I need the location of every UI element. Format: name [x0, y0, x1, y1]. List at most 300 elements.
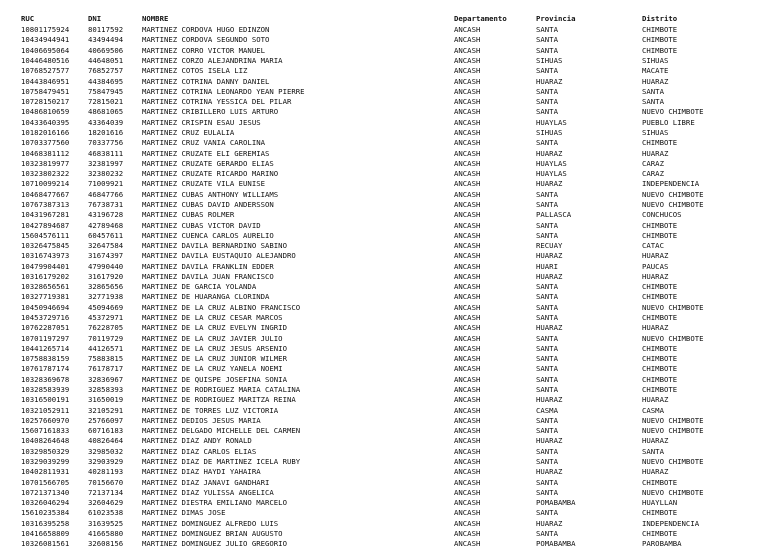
cell-departamento: ANCASH	[454, 138, 481, 148]
cell-dni: 31674397	[88, 251, 124, 261]
cell-ruc: 10446480516	[21, 56, 70, 66]
table-row	[0, 56, 768, 66]
table-row	[0, 467, 768, 477]
cell-provincia: CASMA	[536, 405, 558, 415]
cell-ruc: 10326046294	[21, 498, 70, 508]
cell-departamento: ANCASH	[454, 241, 481, 251]
cell-nombre: MARTINEZ DE LA CRUZ JUNIOR WILMER	[142, 354, 287, 364]
table-row	[0, 159, 768, 169]
cell-nombre: MARTINEZ DE RODRIGUEZ MARITZA REINA	[142, 395, 296, 405]
header-dni: DNI	[88, 14, 102, 23]
table-row	[0, 241, 768, 251]
cell-departamento: ANCASH	[454, 282, 481, 292]
cell-ruc: 10767387313	[21, 199, 70, 209]
cell-ruc: 10328369678	[21, 374, 70, 384]
cell-distrito: NUEVO CHIMBOTE	[642, 426, 704, 436]
cell-nombre: MARTINEZ DAVILA FRANKLIN EDDER	[142, 261, 274, 271]
cell-distrito: CHIMBOTE	[642, 45, 678, 55]
cell-nombre: MARTINEZ CUBAS ROLMER	[142, 210, 235, 220]
cell-dni: 32985032	[88, 446, 124, 456]
cell-dni: 76738731	[88, 199, 124, 209]
cell-dni: 43494494	[88, 35, 124, 45]
cell-nombre: MARTINEZ DE LA CRUZ EVELYN INGRID	[142, 323, 287, 333]
cell-distrito: SANTA	[642, 446, 664, 456]
cell-dni: 70119729	[88, 333, 124, 343]
cell-departamento: ANCASH	[454, 158, 481, 168]
cell-distrito: CONCHUCOS	[642, 210, 682, 220]
cell-distrito: CHIMBOTE	[642, 292, 678, 302]
header-nombre: NOMBRE	[142, 14, 169, 23]
table-row	[0, 447, 768, 457]
cell-distrito: HUARAZ	[642, 271, 669, 281]
cell-provincia: SIHUAS	[536, 56, 563, 66]
cell-provincia: RECUAY	[536, 241, 563, 251]
cell-nombre: MARTINEZ DIAZ DE MARTINEZ ICELA RUBY	[142, 456, 301, 466]
table-row	[0, 97, 768, 107]
table-row	[0, 221, 768, 231]
cell-distrito: MACATE	[642, 66, 669, 76]
cell-nombre: MARTINEZ CUBAS VICTOR DAVID	[142, 220, 261, 230]
cell-nombre: MARTINEZ CUENCA CARLOS AURELIO	[142, 230, 274, 240]
table-row	[0, 200, 768, 210]
table-row	[0, 169, 768, 179]
cell-dni: 60716183	[88, 426, 124, 436]
cell-departamento: ANCASH	[454, 86, 481, 96]
cell-departamento: ANCASH	[454, 35, 481, 45]
cell-provincia: SANTA	[536, 220, 558, 230]
cell-nombre: MARTINEZ CORDOVA HUGO EDINZON	[142, 25, 270, 35]
cell-departamento: ANCASH	[454, 395, 481, 405]
cell-dni: 80117592	[88, 25, 124, 35]
cell-dni: 76852757	[88, 66, 124, 76]
cell-departamento: ANCASH	[454, 385, 481, 394]
cell-distrito: HUARAZ	[642, 251, 669, 261]
cell-provincia: HUAYLAS	[536, 169, 567, 179]
cell-dni: 75847945	[88, 86, 124, 96]
cell-ruc: 15604576111	[21, 230, 70, 240]
cell-ruc: 10316743973	[21, 251, 70, 261]
cell-departamento: ANCASH	[454, 261, 481, 271]
header-distrito: Distrito	[642, 14, 678, 23]
cell-distrito: HUAYLLAN	[642, 498, 678, 508]
table-row	[0, 529, 768, 539]
cell-nombre: MARTINEZ DAVILA JUAN FRANCISCO	[142, 271, 274, 281]
table-row	[0, 436, 768, 446]
cell-dni: 45094669	[88, 302, 124, 312]
cell-departamento: ANCASH	[454, 456, 481, 466]
cell-departamento: ANCASH	[454, 539, 481, 549]
cell-distrito: CHIMBOTE	[642, 508, 678, 518]
cell-distrito: INDEPENDENCIA	[642, 179, 700, 189]
cell-departamento: ANCASH	[454, 292, 481, 302]
cell-provincia: SANTA	[536, 107, 558, 117]
cell-ruc: 10257660970	[21, 415, 70, 425]
cell-departamento: ANCASH	[454, 415, 481, 425]
cell-departamento: ANCASH	[454, 343, 481, 353]
cell-distrito: CATAC	[642, 241, 664, 251]
header-ruc: RUC	[21, 14, 35, 23]
table-row	[0, 375, 768, 385]
cell-distrito: HUARAZ	[642, 323, 669, 333]
cell-distrito: CARAZ	[642, 169, 664, 179]
table-row	[0, 364, 768, 374]
cell-provincia: SANTA	[536, 343, 558, 353]
cell-departamento: ANCASH	[454, 467, 481, 477]
cell-distrito: CHIMBOTE	[642, 220, 678, 230]
table-row	[0, 313, 768, 323]
cell-departamento: ANCASH	[454, 45, 481, 55]
table-row	[0, 210, 768, 220]
cell-provincia: HUARAZ	[536, 395, 563, 405]
cell-distrito: CHIMBOTE	[642, 528, 678, 538]
cell-distrito: PAUCAS	[642, 261, 669, 271]
cell-distrito: PUEBLO LIBRE	[642, 117, 695, 127]
cell-departamento: ANCASH	[454, 354, 481, 364]
cell-distrito: SIHUAS	[642, 128, 669, 137]
cell-distrito: HUARAZ	[642, 76, 669, 86]
cell-departamento: ANCASH	[454, 487, 481, 497]
cell-nombre: MARTINEZ DIESTRA EMILIANO MARCELO	[142, 498, 287, 508]
cell-departamento: ANCASH	[454, 210, 481, 220]
cell-nombre: MARTINEZ DE QUISPE JOSEFINA SONIA	[142, 374, 287, 384]
cell-ruc: 10468477667	[21, 189, 70, 199]
cell-departamento: ANCASH	[454, 189, 481, 199]
cell-provincia: SANTA	[536, 333, 558, 343]
cell-dni: 31639525	[88, 518, 124, 528]
cell-ruc: 10182016166	[21, 128, 70, 137]
cell-nombre: MARTINEZ DOMINGUEZ BRIAN AUGUSTO	[142, 528, 283, 538]
cell-dni: 72815021	[88, 97, 124, 107]
cell-ruc: 10327719381	[21, 292, 70, 302]
cell-departamento: ANCASH	[454, 498, 481, 508]
cell-distrito: PAROBAMBA	[642, 539, 682, 549]
cell-distrito: CASMA	[642, 405, 664, 415]
cell-dni: 41665880	[88, 528, 124, 538]
cell-nombre: MARTINEZ DAVILA EUSTAQUIO ALEJANDRO	[142, 251, 296, 261]
cell-ruc: 10453729716	[21, 313, 70, 323]
cell-distrito: SANTA	[642, 86, 664, 96]
cell-provincia: HUARAZ	[536, 467, 563, 477]
cell-distrito: NUEVO CHIMBOTE	[642, 189, 704, 199]
table-header	[0, 14, 768, 24]
cell-distrito: CHIMBOTE	[642, 343, 678, 353]
cell-nombre: MARTINEZ CORZO ALEJANDRINA MARIA	[142, 56, 283, 66]
cell-departamento: ANCASH	[454, 220, 481, 230]
table-row	[0, 282, 768, 292]
cell-nombre: MARTINEZ CRUZATE VILA EUNISE	[142, 179, 266, 189]
cell-nombre: MARTINEZ CRUZATE RICARDO MARINO	[142, 169, 279, 179]
cell-dni: 47990440	[88, 261, 124, 271]
cell-distrito: SANTA	[642, 97, 664, 107]
cell-dni: 32608156	[88, 539, 124, 549]
cell-nombre: MARTINEZ CORDOVA SEGUNDO SOTO	[142, 35, 270, 45]
cell-nombre: MARTINEZ DIAZ HAYDI YAHAIRA	[142, 467, 261, 477]
cell-dni: 70156670	[88, 477, 124, 487]
cell-ruc: 10710099214	[21, 179, 70, 189]
cell-dni: 40826464	[88, 436, 124, 446]
cell-distrito: CHIMBOTE	[642, 138, 678, 148]
table-row	[0, 323, 768, 333]
cell-dni: 32858393	[88, 385, 124, 394]
cell-distrito: HUARAZ	[642, 148, 669, 158]
cell-provincia: HUARAZ	[536, 179, 563, 189]
cell-ruc: 10443846951	[21, 76, 70, 86]
cell-dni: 32604629	[88, 498, 124, 508]
cell-provincia: HUARAZ	[536, 518, 563, 528]
cell-departamento: ANCASH	[454, 374, 481, 384]
cell-ruc: 10468381112	[21, 148, 70, 158]
cell-nombre: MARTINEZ DELGADO MICHELLE DEL CARMEN	[142, 426, 301, 436]
cell-provincia: HUARAZ	[536, 251, 563, 261]
cell-distrito: CHIMBOTE	[642, 364, 678, 374]
cell-nombre: MARTINEZ CUBAS DAVID ANDERSSON	[142, 199, 274, 209]
cell-ruc: 10801175924	[21, 25, 70, 35]
cell-provincia: SANTA	[536, 426, 558, 436]
cell-ruc: 10427894687	[21, 220, 70, 230]
table-row	[0, 303, 768, 313]
cell-provincia: SANTA	[536, 385, 558, 394]
cell-ruc: 10329850329	[21, 446, 70, 456]
cell-ruc: 15610235384	[21, 508, 70, 518]
table-row	[0, 87, 768, 97]
cell-ruc: 10416658809	[21, 528, 70, 538]
cell-ruc: 10434944941	[21, 35, 70, 45]
table-row	[0, 292, 768, 302]
cell-provincia: SANTA	[536, 487, 558, 497]
cell-provincia: PALLASCA	[536, 210, 572, 220]
table-row	[0, 457, 768, 467]
cell-dni: 72137134	[88, 487, 124, 497]
cell-provincia: SANTA	[536, 508, 558, 518]
table-row	[0, 231, 768, 241]
cell-distrito: HUARAZ	[642, 436, 669, 446]
table-row	[0, 385, 768, 395]
cell-nombre: MARTINEZ DOMINGUEZ JULIO GREGORIO	[142, 539, 287, 549]
cell-provincia: HUARAZ	[536, 271, 563, 281]
cell-dni: 76228705	[88, 323, 124, 333]
cell-ruc: 10728150217	[21, 97, 70, 107]
cell-distrito: CARAZ	[642, 158, 664, 168]
cell-dni: 46838111	[88, 148, 124, 158]
cell-dni: 32380232	[88, 169, 124, 179]
table-row	[0, 25, 768, 35]
table-row	[0, 478, 768, 488]
cell-provincia: SANTA	[536, 66, 558, 76]
cell-departamento: ANCASH	[454, 25, 481, 35]
cell-dni: 44126571	[88, 343, 124, 353]
cell-provincia: SANTA	[536, 415, 558, 425]
table-row	[0, 395, 768, 405]
cell-departamento: ANCASH	[454, 508, 481, 518]
cell-distrito: CHIMBOTE	[642, 25, 678, 35]
cell-dni: 40281193	[88, 467, 124, 477]
table-row	[0, 262, 768, 272]
cell-ruc: 10316500191	[21, 395, 70, 405]
cell-ruc: 10408264648	[21, 436, 70, 446]
cell-distrito: HUARAZ	[642, 467, 669, 477]
cell-departamento: ANCASH	[454, 230, 481, 240]
cell-nombre: MARTINEZ DIAZ CARLOS ELIAS	[142, 446, 257, 456]
cell-dni: 44648051	[88, 56, 124, 66]
cell-distrito: CHIMBOTE	[642, 385, 678, 394]
cell-ruc: 10721371340	[21, 487, 70, 497]
cell-departamento: ANCASH	[454, 148, 481, 158]
cell-dni: 42789468	[88, 220, 124, 230]
cell-nombre: MARTINEZ DE LA CRUZ JAVIER JULIO	[142, 333, 283, 343]
table-row	[0, 344, 768, 354]
cell-dni: 32647584	[88, 241, 124, 251]
table-row	[0, 354, 768, 364]
cell-nombre: MARTINEZ CRIBILLERO LUIS ARTURO	[142, 107, 279, 117]
cell-ruc: 10316395258	[21, 518, 70, 528]
cell-ruc: 10441265714	[21, 343, 70, 353]
table-row	[0, 107, 768, 117]
cell-ruc: 10323819977	[21, 158, 70, 168]
cell-nombre: MARTINEZ DE LA CRUZ ALBINO FRANCISCO	[142, 302, 301, 312]
cell-distrito: CHIMBOTE	[642, 354, 678, 364]
cell-provincia: SANTA	[536, 189, 558, 199]
cell-dni: 32381997	[88, 158, 124, 168]
cell-distrito: NUEVO CHIMBOTE	[642, 487, 704, 497]
cell-provincia: SANTA	[536, 25, 558, 35]
table-row	[0, 66, 768, 76]
cell-provincia: SANTA	[536, 199, 558, 209]
table-row	[0, 251, 768, 261]
cell-departamento: ANCASH	[454, 271, 481, 281]
cell-provincia: SANTA	[536, 230, 558, 240]
cell-departamento: ANCASH	[454, 302, 481, 312]
cell-ruc: 10486810659	[21, 107, 70, 117]
table-row	[0, 35, 768, 45]
cell-dni: 31650019	[88, 395, 124, 405]
table-row	[0, 406, 768, 416]
cell-departamento: ANCASH	[454, 179, 481, 189]
cell-distrito: NUEVO CHIMBOTE	[642, 456, 704, 466]
cell-departamento: ANCASH	[454, 76, 481, 86]
table-row	[0, 272, 768, 282]
cell-departamento: ANCASH	[454, 446, 481, 456]
cell-ruc: 10316179202	[21, 271, 70, 281]
table-row	[0, 508, 768, 518]
cell-departamento: ANCASH	[454, 97, 481, 107]
cell-provincia: SANTA	[536, 456, 558, 466]
cell-provincia: SANTA	[536, 302, 558, 312]
cell-dni: 76178717	[88, 364, 124, 374]
cell-distrito: CHIMBOTE	[642, 313, 678, 323]
cell-nombre: MARTINEZ DE LA CRUZ JESUS ARSENIO	[142, 343, 287, 353]
cell-provincia: SANTA	[536, 477, 558, 487]
cell-nombre: MARTINEZ DIAZ ANDY RONALD	[142, 436, 252, 446]
cell-distrito: CHIMBOTE	[642, 35, 678, 45]
cell-provincia: SANTA	[536, 282, 558, 292]
cell-dni: 25766097	[88, 415, 124, 425]
cell-departamento: ANCASH	[454, 426, 481, 436]
cell-provincia: SANTA	[536, 86, 558, 96]
cell-ruc: 10768527577	[21, 66, 70, 76]
cell-departamento: ANCASH	[454, 518, 481, 528]
cell-ruc: 10431967281	[21, 210, 70, 220]
cell-nombre: MARTINEZ DE LA CRUZ YANELA NOEMI	[142, 364, 283, 374]
cell-provincia: SANTA	[536, 45, 558, 55]
cell-departamento: ANCASH	[454, 528, 481, 538]
cell-dni: 75883815	[88, 354, 124, 364]
cell-ruc: 10326475845	[21, 241, 70, 251]
cell-ruc: 10406695064	[21, 45, 70, 55]
cell-nombre: MARTINEZ DEDIOS JESUS MARIA	[142, 415, 261, 425]
table-row	[0, 149, 768, 159]
cell-nombre: MARTINEZ CRUZ VANIA CAROLINA	[142, 138, 266, 148]
cell-ruc: 10701566705	[21, 477, 70, 487]
table-row	[0, 416, 768, 426]
header-departamento: Departamento	[454, 14, 507, 23]
cell-departamento: ANCASH	[454, 323, 481, 333]
table-row	[0, 46, 768, 56]
cell-distrito: CHIMBOTE	[642, 230, 678, 240]
cell-departamento: ANCASH	[454, 251, 481, 261]
cell-ruc: 15607161833	[21, 426, 70, 436]
cell-departamento: ANCASH	[454, 199, 481, 209]
cell-dni: 32865656	[88, 282, 124, 292]
cell-dni: 32836967	[88, 374, 124, 384]
cell-dni: 46847766	[88, 189, 124, 199]
cell-nombre: MARTINEZ CRUZATE ELI GEREMIAS	[142, 148, 270, 158]
cell-dni: 44384695	[88, 76, 124, 86]
cell-departamento: ANCASH	[454, 117, 481, 127]
cell-dni: 32105291	[88, 405, 124, 415]
cell-distrito: CHIMBOTE	[642, 374, 678, 384]
cell-ruc: 10761787174	[21, 364, 70, 374]
cell-nombre: MARTINEZ DE GARCIA YOLANDA	[142, 282, 257, 292]
cell-dni: 48681065	[88, 107, 124, 117]
cell-provincia: SANTA	[536, 97, 558, 107]
cell-nombre: MARTINEZ DIAZ YULISSA ANGELICA	[142, 487, 274, 497]
cell-provincia: SANTA	[536, 292, 558, 302]
cell-nombre: MARTINEZ DIMAS JOSE	[142, 508, 226, 518]
cell-ruc: 10479904401	[21, 261, 70, 271]
cell-provincia: HUARAZ	[536, 76, 563, 86]
cell-nombre: MARTINEZ COTOS ISELA LIZ	[142, 66, 248, 76]
cell-dni: 70337756	[88, 138, 124, 148]
cell-provincia: HUAYLAS	[536, 158, 567, 168]
table-row	[0, 118, 768, 128]
cell-provincia: SANTA	[536, 313, 558, 323]
cell-distrito: HUARAZ	[642, 395, 669, 405]
cell-dni: 61023538	[88, 508, 124, 518]
cell-ruc: 10758838159	[21, 354, 70, 364]
cell-distrito: CHIMBOTE	[642, 282, 678, 292]
cell-distrito: NUEVO CHIMBOTE	[642, 199, 704, 209]
cell-distrito: NUEVO CHIMBOTE	[642, 415, 704, 425]
cell-nombre: MARTINEZ CRUZATE GERARDO ELIAS	[142, 158, 274, 168]
cell-ruc: 10328583939	[21, 385, 70, 394]
cell-dni: 71009921	[88, 179, 124, 189]
cell-provincia: POMABAMBA	[536, 539, 576, 549]
cell-nombre: MARTINEZ COTRINA DANNY DANIEL	[142, 76, 270, 86]
cell-nombre: MARTINEZ CRUZ EULALIA	[142, 128, 235, 137]
cell-departamento: ANCASH	[454, 364, 481, 374]
cell-provincia: SIHUAS	[536, 128, 563, 137]
table-row	[0, 539, 768, 549]
cell-ruc: 10402811931	[21, 467, 70, 477]
cell-provincia: SANTA	[536, 528, 558, 538]
cell-nombre: MARTINEZ COTRINA YESSICA DEL PILAR	[142, 97, 292, 107]
cell-dni: 60457611	[88, 230, 124, 240]
cell-provincia: HUARAZ	[536, 148, 563, 158]
table-row	[0, 426, 768, 436]
cell-distrito: NUEVO CHIMBOTE	[642, 107, 704, 117]
cell-departamento: ANCASH	[454, 128, 481, 137]
cell-dni: 18201616	[88, 128, 124, 137]
